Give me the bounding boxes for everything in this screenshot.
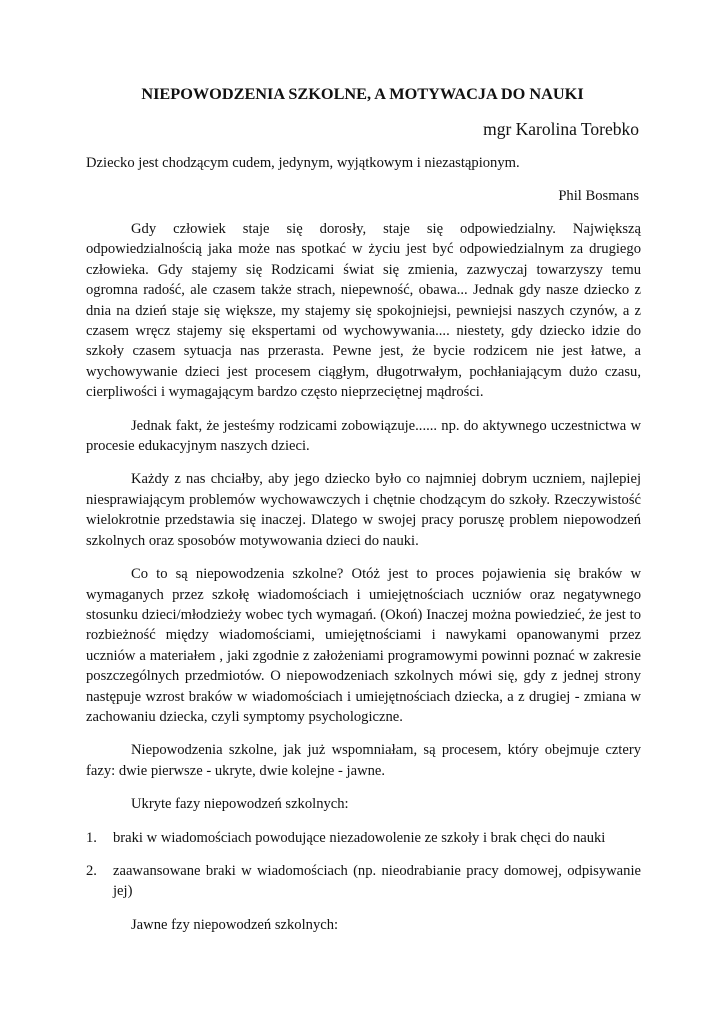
paragraph: Jednak fakt, że jesteśmy rodzicami zobowiązuje...... np. do aktywnego uczestnictwa w procesie edukacyjnym naszych dzieci. xyxy=(86,417,641,455)
motto-quote: Dziecko jest chodzącym cudem, jedynym, wyjątkowym i niezastąpionym. xyxy=(86,155,520,171)
hidden-phases-list xyxy=(86,828,641,902)
list-item-text: braki w wiadomościach powodujące niezadowolenie ze szkoły i brak chęci do nauki xyxy=(113,829,606,846)
paragraph: Gdy człowiek staje się dorosły, staje się odpowiedzialny. Największą odpowiedzialnością jaka może nas spotkać w życiu jest być odpowiedzialnym za drugiego człowieka. Gdy stajemy się Rodzicami świat się zmienia, zazwyczaj towarzyszy temu ogromna radość, ale czasem także strach, niepewność, obawa... Jednak gdy nasze dziecko z dnia na dzień staje się większe, my stajemy się spokojniejsi, pewniejsi naszych czynów, a z czasem wręcz stajemy się ekspertami od wychowywania.... niestety, gdy dziecko idzie do szkoły czasem sytuacja nas przerasta. Pewne jest, że bycie rodzicem nie jest łatwe, a wychowywanie dzieci jest procesem ciągłym, długotrwałym, pochłaniającym dużo czasu, cierpliwości i wymagającym bardzo często nieprzeciętnej mądrości. xyxy=(86,221,641,401)
document-body xyxy=(86,219,641,948)
hidden-phases-heading: Ukryte fazy niepowodzeń szkolnych: xyxy=(131,796,349,813)
paragraph: Co to są niepowodzenia szkolne? Otóż jest to proces pojawienia się braków w wymaganych przez szkołę wiadomościach i umiejętnościach uczniów oraz negatywnego stosunku dzieci/młodzieży wobec tych wymagań. (Okoń) Inaczej można powiedzieć, że jest to rozbieżność między wiadomościami, umiejętnościami i nawykami opanowanymi przez uczniów a materiałem , jaki zgodnie z założeniami programowymi powinni poznać w zakresie poszczególnych przedmiotów. O niepowodzeniach szkolnych mówi się, gdy z jednej strony następuje wzrost braków w wiadomościach i umiejętnościach dziecka, a z drugiej - zmiana w zachowaniu dziecka, czyli symptomy psychologiczne. xyxy=(86,566,641,725)
motto-author: Phil Bosmans xyxy=(558,188,639,204)
list-item-number: 1. xyxy=(86,829,97,846)
list-item xyxy=(86,861,641,902)
document-author: mgr Karolina Torebko xyxy=(483,119,639,139)
list-item-text: zaawansowane braki w wiadomościach (np. nieodrabianie pracy domowej, odpisywanie jej) xyxy=(113,862,641,900)
visible-phases-heading: Jawne fzy niepowodzeń szkolnych: xyxy=(131,916,339,933)
list-item-number: 2. xyxy=(86,862,97,879)
paragraph: Każdy z nas chciałby, aby jego dziecko było co najmniej dobrym uczniem, najlepiej niesprawiającym problemów wychowawczych i chętnie chodzącym do szkoły. Rzeczywistość wielokrotnie przedstawia się inaczej. Dlatego w swojej pracy poruszę problem niepowodzeń szkolnych oraz sposobów motywowania dzieci do nauki. xyxy=(86,471,641,549)
paragraph: Niepowodzenia szkolne, jak już wspomniałam, są procesem, który obejmuje cztery fazy: dwie pierwsze - ukryte, dwie kolejne - jawne. xyxy=(86,742,641,779)
document-title: NIEPOWODZENIA SZKOLNE, A MOTYWACJA DO NAUKI xyxy=(141,84,584,103)
list-item xyxy=(86,828,641,848)
